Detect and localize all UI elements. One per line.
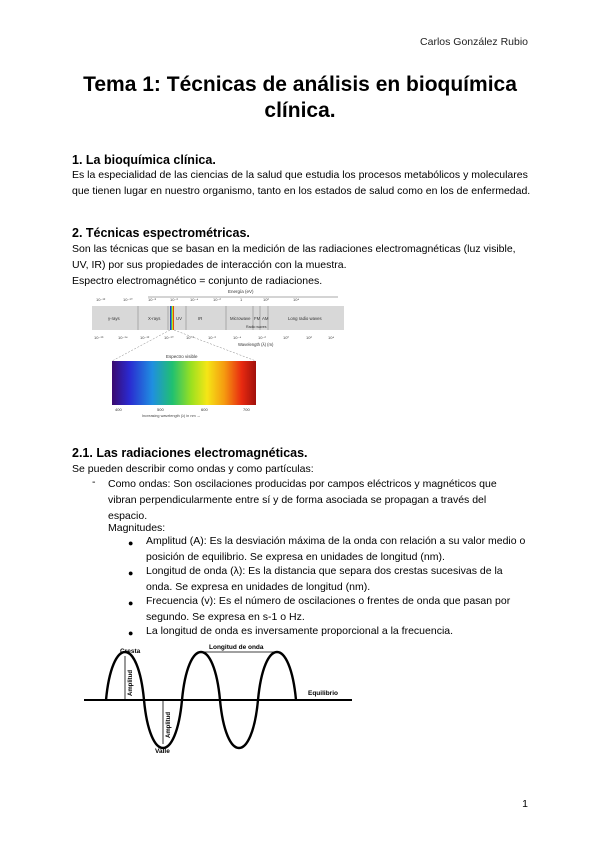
svg-text:10⁻⁶: 10⁻⁶ [170, 297, 179, 302]
list-item-frecuencia: Frecuencia (v): Es el número de oscilaciones o frentes de onda que pasan por segundo. Se expresa en s-1 o Hz. [146, 595, 511, 623]
visible-tick-400: 400 [115, 407, 122, 412]
bullet-icon: ● [128, 598, 134, 608]
energy-label: Energía (eV) [228, 289, 254, 294]
bullet-icon: ● [128, 628, 134, 638]
svg-text:10⁻⁸: 10⁻⁸ [148, 297, 157, 302]
svg-text:10⁴: 10⁴ [328, 335, 335, 340]
list-item-amplitud: Amplitud (A): Es la desviación máxima de la onda con relación a su valor medio o posición de equilibrio. Se expresa en unidades de longitud (nm). [146, 535, 526, 563]
svg-text:10⁻⁸: 10⁻⁸ [186, 335, 195, 340]
band-uv: UV [176, 316, 182, 321]
list-dash: - [92, 476, 96, 488]
visible-tick-700: 700 [243, 407, 250, 412]
band-fm: FM [254, 316, 261, 321]
cresta-label: Cresta [120, 648, 141, 655]
band-xray: X-rays [148, 316, 161, 321]
wavelength-label: Longitud de onda [209, 644, 264, 651]
bullet-icon: ● [128, 568, 134, 578]
svg-text:10⁻¹⁶: 10⁻¹⁶ [94, 335, 104, 340]
visible-axis-label: Increasing wavelength (λ) in nm → [142, 414, 201, 418]
wave-diagram [82, 638, 354, 758]
visible-band-marker [170, 306, 174, 330]
svg-text:10²: 10² [263, 297, 269, 302]
svg-text:10⁻²: 10⁻² [213, 297, 221, 302]
list-item-longitud: Longitud de onda (λ): Es la distancia que separa dos crestas sucesivas de la onda. Se expresa en unidades de longitud (nm). [146, 565, 503, 593]
band-ir: IR [198, 316, 203, 321]
visible-tick-600: 600 [201, 407, 208, 412]
ondas-description: Como ondas: Son oscilaciones producidas por campos eléctricos y magnéticos que vibran perpendicularmente entre sí y de forma asociada se propagan a través del espacio. [108, 478, 497, 522]
page-number: 1 [522, 798, 528, 810]
band-gamma: γ-rays [108, 316, 120, 321]
band-long-radio: Long radio waves [288, 316, 322, 321]
equilibrio-label: Equilibrio [308, 690, 338, 697]
band-am: AM [262, 316, 269, 321]
svg-text:10⁻²: 10⁻² [258, 335, 266, 340]
svg-text:10⁻¹⁴: 10⁻¹⁴ [118, 335, 128, 340]
section-paragraph-espectrometricas: Son las técnicas que se basan en la medición de las radiaciones electromagnéticas (luz visible, UV, IR) por sus propiedades de interacción con la muestra. [72, 243, 516, 271]
svg-text:10⁻⁶: 10⁻⁶ [208, 335, 217, 340]
visible-spectrum-label: Espectro visible [166, 354, 198, 359]
wavelength-axis-label: Wavelength (λ) (m) [238, 342, 274, 347]
band-radio-waves: Radio waves [246, 325, 267, 329]
band-microwave: Microwave [230, 316, 251, 321]
author-name: Carlos González Rubio [420, 36, 528, 48]
visible-tick-500: 500 [157, 407, 164, 412]
svg-text:10⁻⁴: 10⁻⁴ [190, 297, 199, 302]
svg-text:10⁰: 10⁰ [283, 335, 290, 340]
page-title: Tema 1: Técnicas de análisis en bioquímica clínica. [83, 73, 517, 122]
svg-text:10⁻¹²: 10⁻¹² [96, 297, 106, 302]
bullet-icon: ● [128, 538, 134, 548]
svg-text:10⁻¹⁰: 10⁻¹⁰ [164, 335, 174, 340]
svg-text:1: 1 [240, 297, 243, 302]
magnitudes-label: Magnitudes: [108, 522, 166, 534]
svg-text:10⁻¹²: 10⁻¹² [140, 335, 150, 340]
valle-label: Valle [155, 748, 170, 755]
svg-text:10⁴: 10⁴ [293, 297, 300, 302]
visible-spectrum-gradient [112, 361, 256, 405]
section-heading-bioquimica: 1. La bioquímica clínica. [72, 153, 216, 167]
amplitud-label-bottom: Amplitud [166, 712, 172, 738]
svg-text:10⁻¹⁰: 10⁻¹⁰ [123, 297, 133, 302]
section-intro-radiaciones: Se pueden describir como ondas y como partículas: [72, 463, 314, 475]
spectrum-definition: Espectro electromagnético = conjunto de radiaciones. [72, 275, 323, 287]
svg-text:10²: 10² [306, 335, 312, 340]
section-heading-radiaciones: 2.1. Las radiaciones electromagnéticas. [72, 446, 308, 460]
section-heading-espectrometricas: 2. Técnicas espectrométricas. [72, 226, 250, 240]
amplitud-label-top: Amplitud [128, 670, 134, 696]
section-paragraph-bioquimica: Es la especialidad de las ciencias de la salud que estudia los procesos metabólicos y moleculares que tienen lugar en nuestro organismo, tanto en los estados de salud como en los de enfermedad. [72, 169, 531, 197]
electromagnetic-spectrum-figure [88, 285, 348, 423]
svg-text:10⁻⁴: 10⁻⁴ [233, 335, 242, 340]
list-item-proporcional: La longitud de onda es inversamente proporcional a la frecuencia. [146, 625, 454, 637]
